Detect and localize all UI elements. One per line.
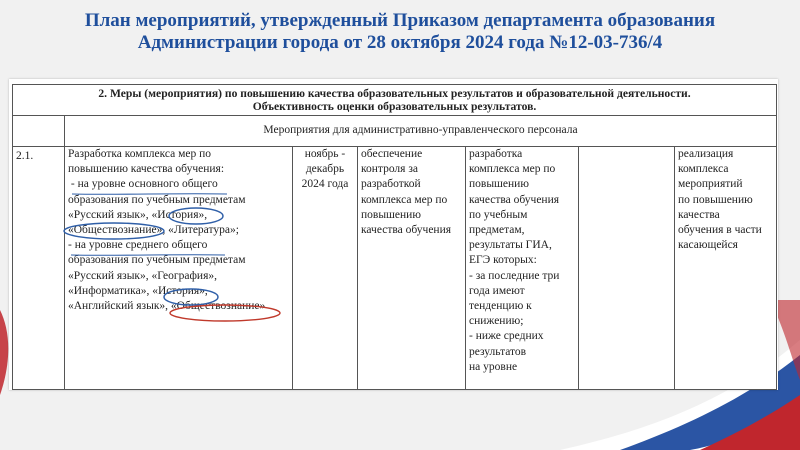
measure-line: повышению качества обучения: (68, 163, 225, 176)
row-number-cell: 2.1. (13, 147, 65, 390)
indicator-line: снижению; (469, 315, 524, 328)
subheader-row (13, 116, 777, 147)
goal-line: качества обучения (361, 224, 452, 237)
result-line: качества (678, 208, 720, 221)
measure-line: «Английский язык», «Обществознание» (68, 300, 266, 313)
result-line: реализация (678, 148, 734, 160)
section-title-line-1: 2. Меры (мероприятия) по повышению качества образовательных результатов и образовательной деятельности. (98, 87, 691, 100)
period-line: декабрь (305, 163, 345, 176)
indicator-line: тенденцию к (469, 300, 532, 313)
measure-line: образования по учебным предметам (68, 193, 246, 206)
result-cell (675, 147, 777, 390)
goal-line: разработкой (361, 178, 421, 191)
subheader-empty-cell (13, 116, 65, 147)
measures-table (12, 84, 777, 390)
table-row (13, 147, 777, 390)
indicator-line: результаты ГИА, (469, 239, 552, 252)
result-line: обучения в части (678, 224, 762, 237)
period-line: ноябрь - (304, 148, 346, 160)
goal-cell (358, 147, 466, 390)
measure-line: Разработка комплекса мер по (68, 148, 212, 160)
indicator-line: результатов (469, 345, 527, 358)
result-line: комплекса (678, 163, 729, 176)
measure-line: - на уровне основного общего (68, 178, 218, 191)
indicator-line: комплекса мер по (469, 163, 556, 176)
indicator-line: - ниже средних (469, 330, 544, 343)
goal-line: повышению (361, 208, 421, 221)
indicator-line: ЕГЭ которых: (469, 254, 537, 267)
section-title-line-2: Объективность оценки образовательных результатов. (252, 100, 537, 113)
subheader-cell: Мероприятия для административно-управленческого персонала (65, 116, 777, 147)
measure-cell (65, 147, 293, 390)
measure-line: образования по учебным предметам (68, 254, 246, 267)
scanned-document (9, 79, 778, 390)
measure-line: «Информатика», «История», (68, 284, 208, 297)
result-line: мероприятий (678, 178, 743, 191)
section-header-row (13, 85, 777, 116)
empty-cell (579, 147, 675, 390)
left-red-wave (0, 310, 8, 395)
period-cell (293, 147, 358, 390)
indicator-line: года имеют (469, 284, 525, 297)
indicator-line: - за последние три (469, 269, 560, 282)
section-header-cell (13, 85, 777, 116)
indicator-line: разработка (469, 148, 523, 160)
title-line-1: План мероприятий, утвержденный Приказом департамента образования (84, 10, 716, 31)
goal-line: комплекса мер по (361, 193, 448, 206)
result-line: касающейся (678, 239, 738, 252)
measure-line: - на уровне среднего общего (68, 239, 208, 252)
measure-line: «Обществознание», «Литература»; (68, 224, 239, 237)
title-line-2: Администрации города от 28 октября 2024 года №12-03-736/4 (137, 32, 663, 53)
result-line: по повышению (678, 193, 753, 206)
goal-line: обеспечение (361, 148, 423, 160)
indicator-line: по учебным (469, 208, 528, 221)
goal-line: контроля за (361, 163, 418, 176)
period-line: 2024 года (301, 178, 349, 191)
indicator-cell (466, 147, 579, 390)
measure-line: «Русский язык», «География», (68, 269, 217, 282)
indicator-line: на уровне (469, 360, 518, 373)
measure-line: «Русский язык», «История», (68, 208, 208, 221)
indicator-line: предметам, (469, 224, 525, 237)
indicator-line: повышению (469, 178, 529, 191)
indicator-line: качества обучения (469, 193, 560, 206)
